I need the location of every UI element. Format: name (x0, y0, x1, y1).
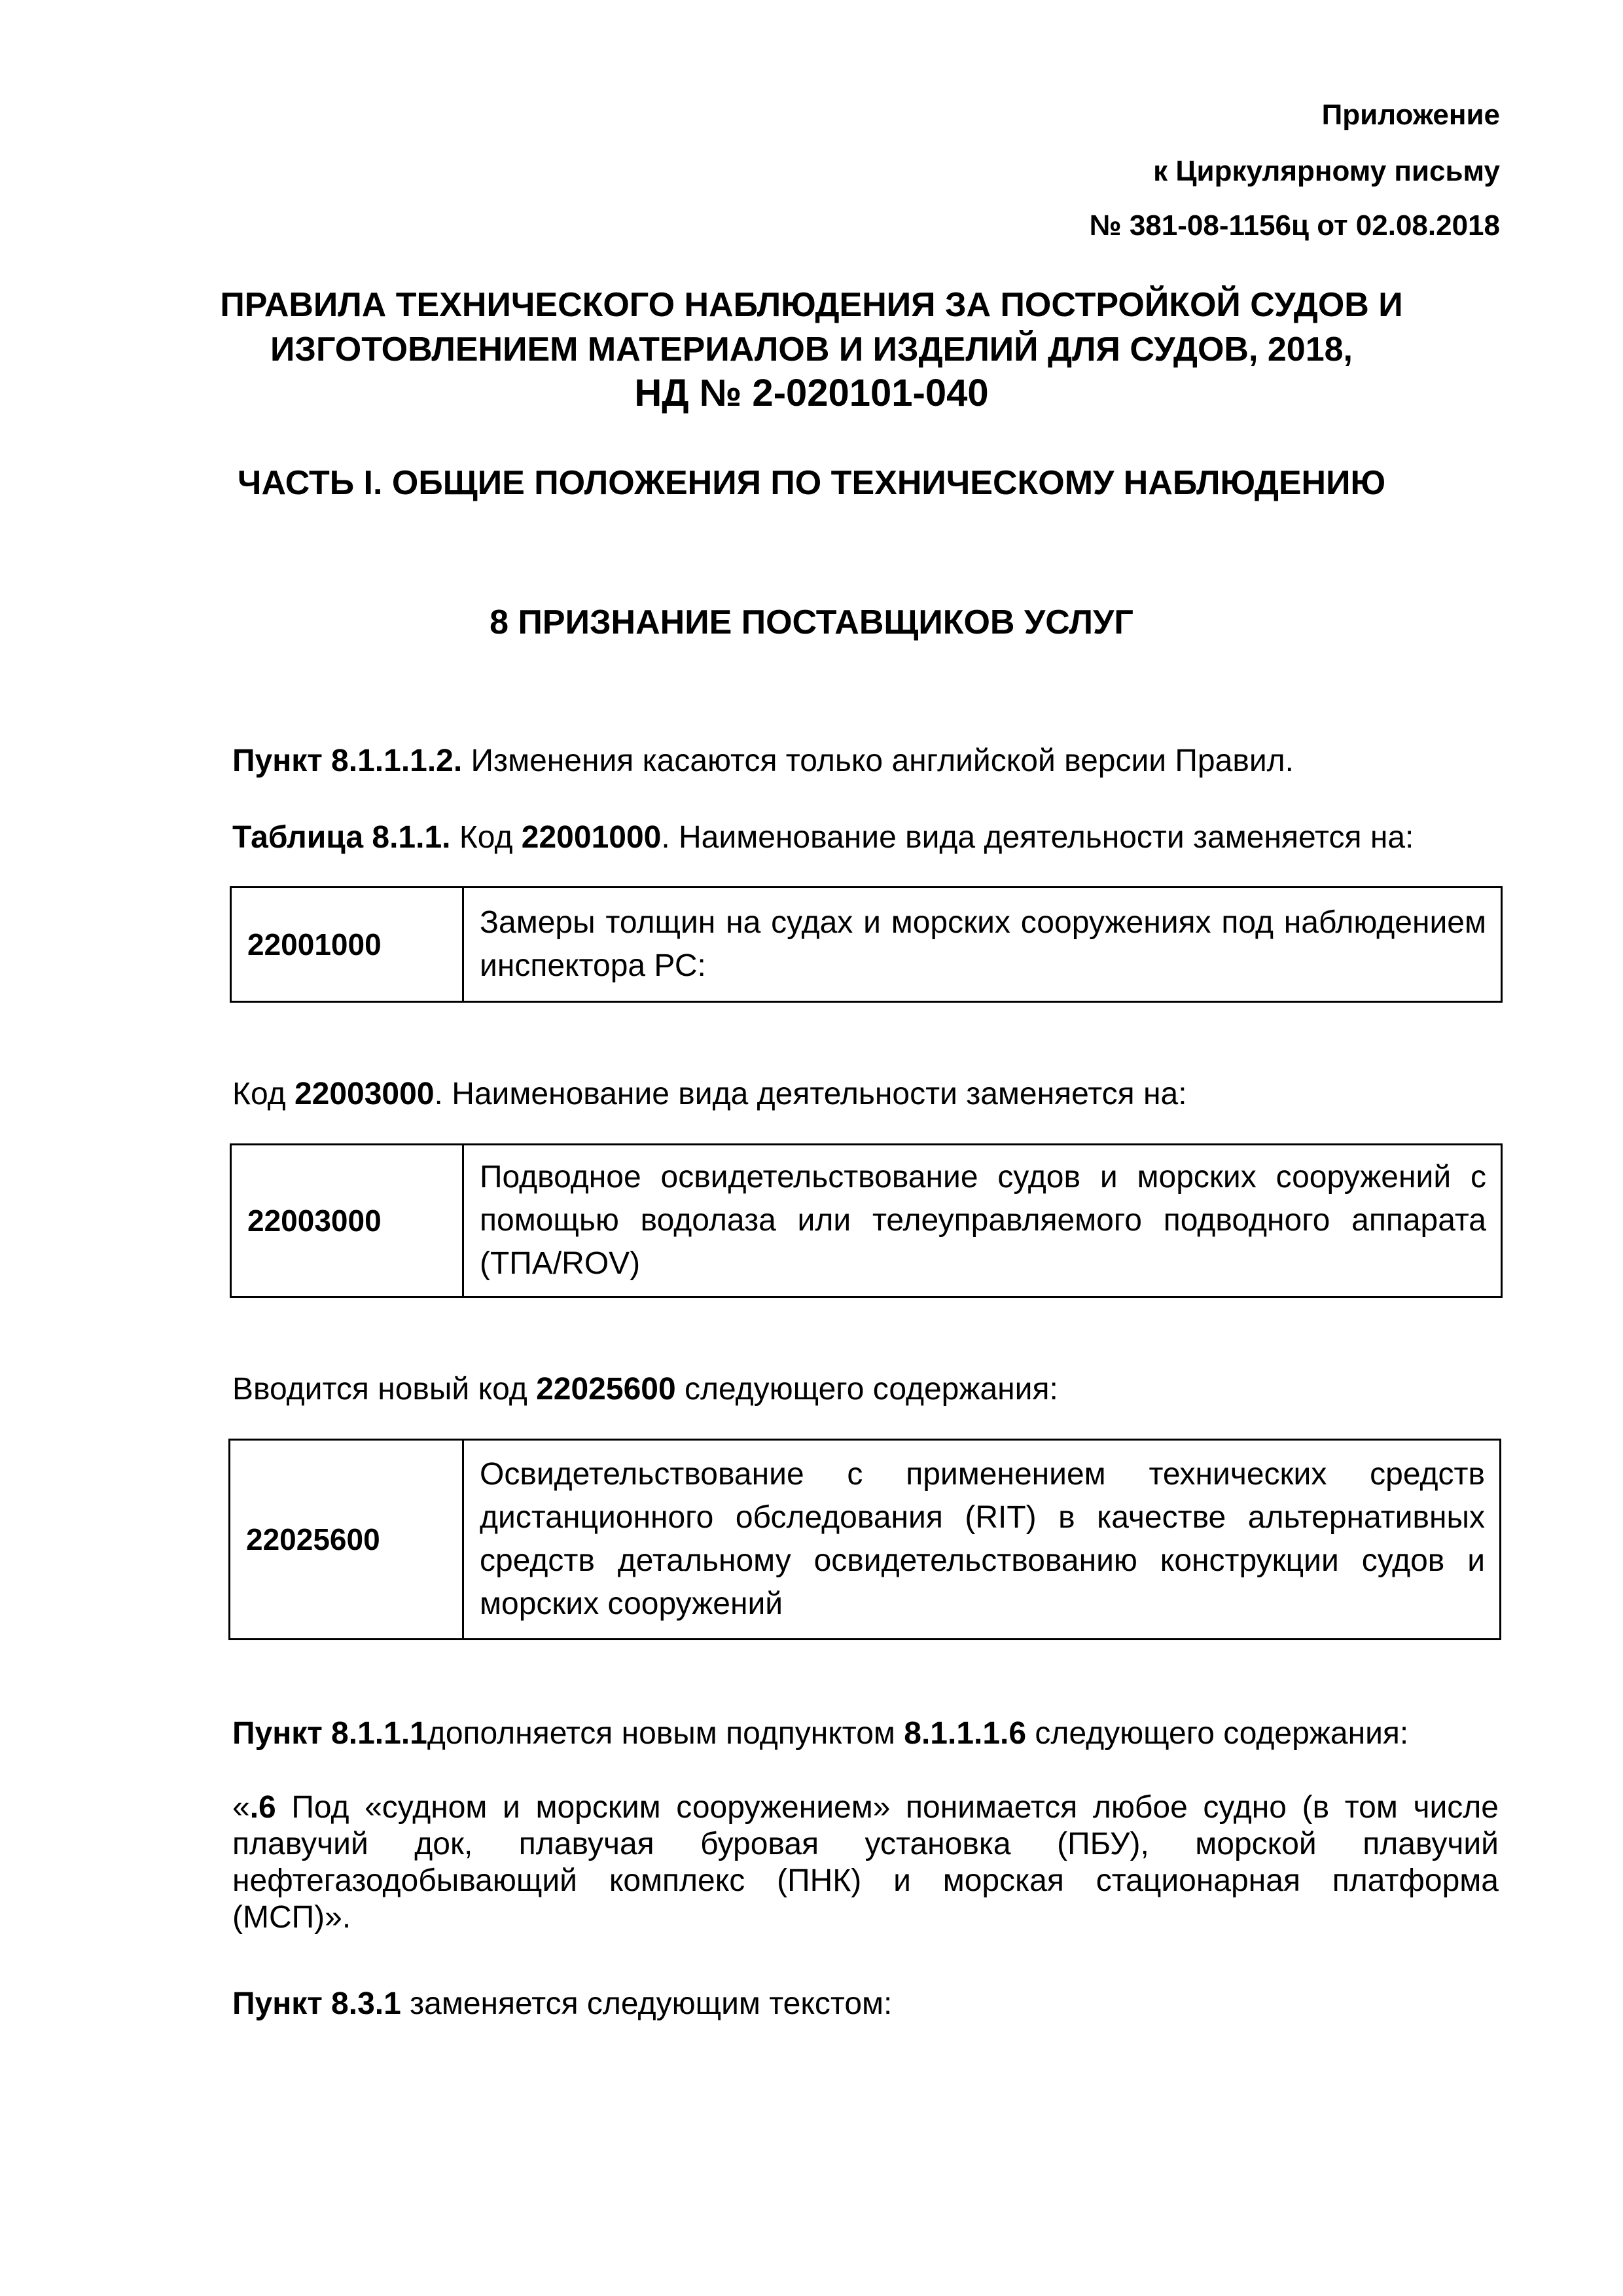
document-title-line-3: НД № 2-020101-040 (634, 372, 989, 414)
paragraph-text: Изменения касаются только английской версии Правил. (462, 744, 1294, 778)
description-line: дистанционного обследования (RIT) в качестве альтернативных (480, 1500, 1485, 1535)
paragraph-text: Под «судном и морским сооружением» понимается любое судно (в том числе (276, 1790, 1499, 1825)
paragraph-1 (232, 742, 1499, 780)
description-line: Освидетельствование с применением технических средств (480, 1457, 1485, 1492)
paragraph-text: заменяется следующим текстом: (401, 1986, 893, 2021)
code-ref: 22001000 (521, 820, 662, 855)
description-line: (ТПА/ROV) (480, 1246, 641, 1281)
table-description-cell (463, 1145, 1502, 1297)
paragraph-4 (232, 1371, 1499, 1408)
part-heading: ЧАСТЬ I. ОБЩИЕ ПОЛОЖЕНИЯ ПО ТЕХНИЧЕСКОМУ НАБЛЮДЕНИЮ (237, 464, 1386, 502)
subclause-number: .6 (249, 1790, 276, 1825)
paragraph-text: Код (232, 1077, 294, 1111)
paragraph-text: Код (450, 820, 522, 855)
paragraph-6 (232, 1789, 1499, 1936)
paragraph-7 (232, 1985, 1499, 2023)
table-code-cell: 22025600 (230, 1440, 463, 1640)
appendix-label: Приложение (1321, 99, 1500, 131)
quote-mark: « (232, 1790, 250, 1825)
document-title-line-2: ИЗГОТОВЛЕНИЕМ МАТЕРИАЛОВ И ИЗДЕЛИЙ ДЛЯ СУДОВ, 2018, (270, 331, 1353, 368)
paragraph-line: (МСП)». (232, 1900, 351, 1935)
section-heading: 8 ПРИЗНАНИЕ ПОСТАВЩИКОВ УСЛУГ (490, 603, 1133, 641)
table-code-cell: 22001000 (231, 888, 463, 1002)
description-line: средств детальному освидетельствованию конструкции судов и (480, 1543, 1485, 1578)
paragraph-5 (232, 1715, 1499, 1753)
paragraph-line: плавучий док, плавучая буровая установка (ПБУ), морской плавучий (232, 1827, 1499, 1861)
code-ref: 22025600 (536, 1372, 676, 1407)
description-line: помощью водолаза или телеуправляемого подводного аппарата (480, 1203, 1486, 1238)
code-table-2 (230, 1143, 1503, 1298)
paragraph-3 (232, 1075, 1499, 1113)
paragraph-text: Вводится новый код (232, 1372, 537, 1407)
code-table-1 (230, 886, 1503, 1003)
table-description-cell (463, 1440, 1501, 1640)
code-table-3 (228, 1439, 1501, 1640)
description-line: морских сооружений (480, 1587, 783, 1621)
paragraph-text: следующего содержания: (1026, 1716, 1409, 1751)
document-title-line-1: ПРАВИЛА ТЕХНИЧЕСКОГО НАБЛЮДЕНИЯ ЗА ПОСТРОЙКОЙ СУДОВ И (220, 286, 1403, 324)
paragraph-2 (232, 819, 1499, 857)
table-code-cell: 22003000 (231, 1145, 463, 1297)
table-ref: Таблица 8.1.1. (232, 820, 451, 855)
description-line: инспектора РС: (480, 948, 706, 983)
letter-number: № 381-08-1156ц от 02.08.2018 (1089, 209, 1500, 242)
description-line: Замеры толщин на судах и морских сооружениях под наблюдением (480, 905, 1486, 940)
paragraph-line: нефтегазодобывающий комплекс (ПНК) и морская стационарная платформа (232, 1863, 1499, 1898)
clause-ref: Пункт 8.1.1.1 (232, 1716, 427, 1751)
circular-letter-label: к Циркулярному письму (1153, 155, 1500, 187)
table-description-cell (463, 888, 1502, 1002)
subclause-ref: 8.1.1.1.6 (904, 1716, 1027, 1751)
paragraph-line (232, 1789, 1499, 1826)
description-line: Подводное освидетельствование судов и морских сооружений с (480, 1160, 1486, 1194)
paragraph-text: дополняется новым подпунктом (427, 1716, 904, 1751)
paragraph-text: следующего содержания: (675, 1372, 1058, 1407)
clause-ref: Пункт 8.1.1.1.2. (232, 744, 463, 778)
code-ref: 22003000 (294, 1077, 435, 1111)
paragraph-text: . Наименование вида деятельности заменяется на: (434, 1077, 1187, 1111)
clause-ref: Пункт 8.3.1 (232, 1986, 401, 2021)
paragraph-text: . Наименование вида деятельности заменяется на: (661, 820, 1414, 855)
